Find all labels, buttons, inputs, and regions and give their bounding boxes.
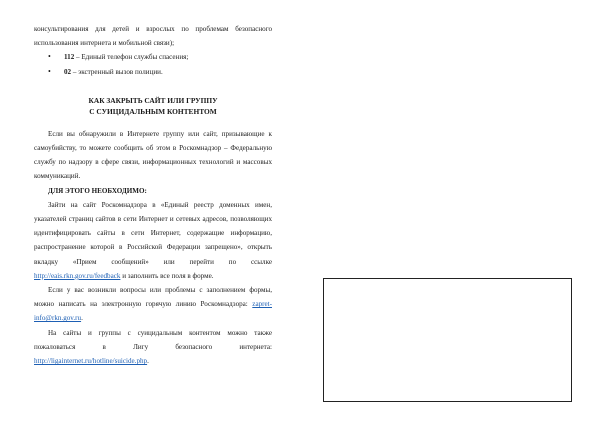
hotline-text-end: . — [81, 314, 83, 323]
list-item — [34, 50, 272, 64]
liga-link-end: . — [147, 357, 149, 366]
hotline-email-link[interactable]: zapret-info@rkn.gov.ru — [34, 300, 272, 323]
intro-line-1: консультирования для детей и взрослых по проблемам безопасного — [34, 25, 272, 33]
report-paragraph: Если вы обнаружили в Интернете группу или сайт, призывающие к самоубийству, то можете сообщить об этом в Роскомнадзор – Федеральную службу по надзору в сфере связи, информационных технологий и массовых коммуникаций. — [34, 129, 272, 181]
list-item — [34, 65, 272, 79]
instructions-paragraph — [34, 198, 272, 283]
liga-link[interactable]: http://ligainternet.ru/hotline/suicide.php — [34, 357, 148, 366]
emergency-number-desc: – экстренный вызов полиции. — [71, 67, 163, 76]
empty-frame — [323, 278, 572, 402]
document-page — [34, 22, 272, 368]
liga-link-line — [34, 354, 272, 368]
instructions-text: Зайти на сайт Роскомнадзора в «Единый реестр доменных имен, указателей страниц сайтов в сети Интернет и сетевых адресов, позволяющих идентифицировать сайты в сети Интернет, содержащие информацию, распространение которой в Российской Федерации запрещено», открыть вкладку «Прием сообщений» или перейти по ссылке — [34, 200, 272, 266]
instructions-text-end: и заполнить все поля в форме. — [120, 271, 214, 280]
liga-paragraph — [34, 326, 272, 354]
hotline-text: Если у вас возникли вопросы или проблемы с заполнением формы, можно написать на электронную горячую линию Роскомнадзора: — [34, 286, 272, 309]
section-heading-line-2: С СУИЦИДАЛЬНЫМ КОНТЕНТОМ — [89, 106, 217, 116]
liga-text: На сайты и группы с суицидальным контентом можно также пожаловаться в Лигу безопасного интернета: — [34, 328, 272, 351]
emergency-number: 02 — [64, 67, 72, 76]
section-heading — [34, 95, 272, 117]
emergency-number: 112 — [64, 53, 75, 62]
emergency-numbers-list — [34, 50, 272, 78]
hotline-paragraph — [34, 283, 272, 326]
subheading: ДЛЯ ЭТОГО НЕОБХОДИМО: — [48, 186, 147, 195]
intro-line-2: использования интернета и мобильной связи); — [34, 39, 175, 48]
section-heading-line-1: КАК ЗАКРЫТЬ САЙТ ИЛИ ГРУППУ — [88, 95, 218, 105]
emergency-number-desc: – Единый телефон службы спасения; — [74, 53, 189, 62]
feedback-link[interactable]: http://eais.rkn.gov.ru/feedback — [34, 271, 121, 280]
